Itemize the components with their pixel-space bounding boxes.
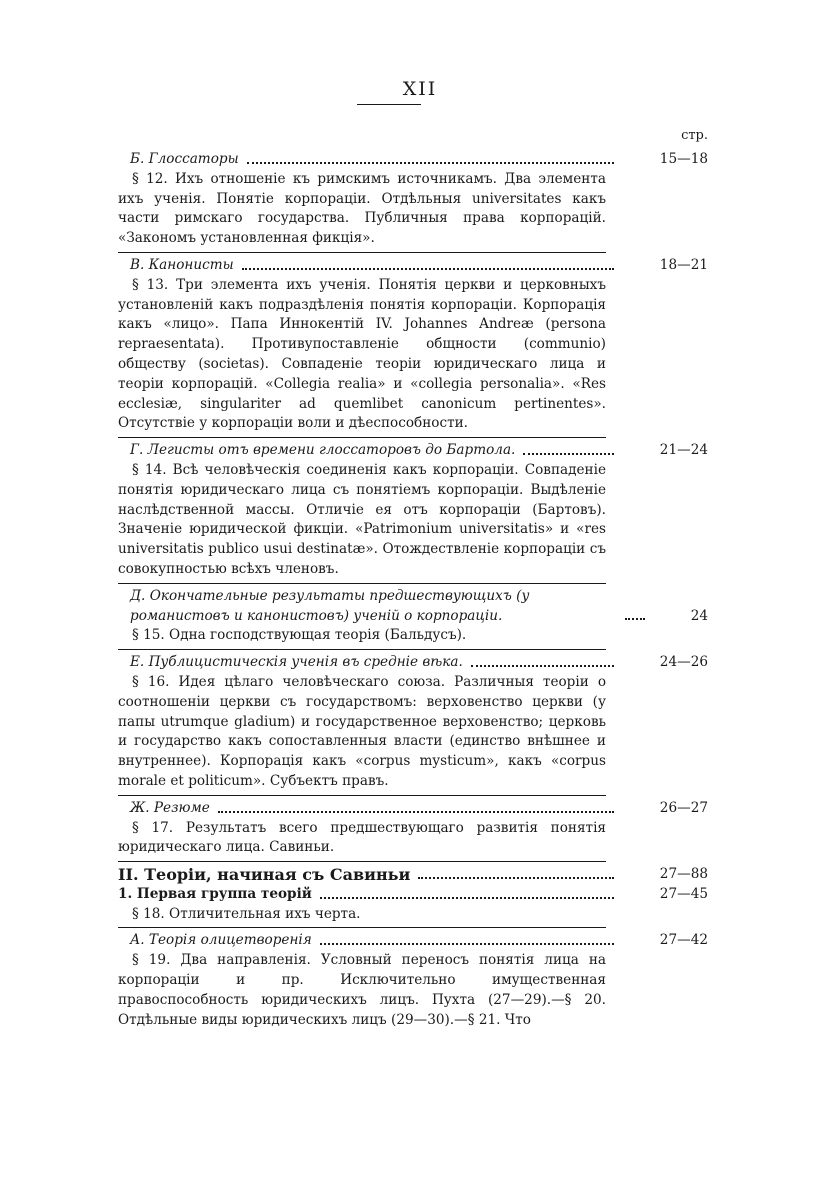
dot-leader	[625, 618, 645, 620]
dot-leader	[418, 877, 614, 879]
entry-pages: 24—26	[659, 654, 708, 671]
dot-leader	[242, 268, 614, 270]
dot-leader	[471, 665, 614, 667]
paragraph-17: § 17. Результатъ всего предшествующаго развитія понятія юридическаго лица. Савиньи.	[118, 819, 606, 856]
divider	[118, 649, 606, 650]
entry-title: Б. Глоссаторы	[130, 151, 239, 167]
toc-entry-final-results	[118, 587, 708, 627]
dot-leader	[247, 162, 614, 164]
divider	[118, 861, 606, 862]
section-title: II. Теоріи, начиная съ Савиньи	[118, 865, 411, 885]
toc-entry-personification	[118, 931, 708, 951]
column-header: стр.	[681, 128, 708, 143]
toc-group-1	[118, 885, 708, 905]
paragraph-15: § 15. Одна господствующая теорія (Бальдусъ).	[132, 627, 467, 644]
divider	[118, 583, 606, 584]
group-title: 1. Первая группа теорій	[118, 885, 312, 902]
entry-title: Д. Окончательные результаты предшествующихъ (у романистовъ и канонистовъ) ученій о корпораціи.	[130, 587, 530, 624]
paragraph-16: § 16. Идея цѣлаго человѣческаго союза. Различныя теоріи о соотношеніи церкви съ государствомъ: верховенство церкви (у папы utrumque gladium) и государственное верховенство; церковь и государство какъ сопоставленныя власти (единство внѣшнее и внутреннее). Корпорація какъ «corpus mysticum», какъ «corpus morale et politicum». Субъектъ правъ.	[118, 673, 606, 789]
toc-section-II	[118, 865, 708, 885]
dot-leader	[320, 897, 614, 899]
divider	[118, 252, 606, 253]
toc-entry-glossators	[118, 150, 708, 170]
page-number: XII	[402, 78, 438, 100]
entry-title: Е. Публицистическія ученія въ средніе вѣка.	[130, 654, 463, 671]
toc-entry-canonists	[118, 256, 708, 276]
divider	[118, 437, 606, 438]
entry-pages: 15—18	[659, 151, 708, 167]
entry-title: В. Канонисты	[130, 256, 234, 273]
entry-pages: 27—42	[659, 932, 708, 949]
toc-entry-summary	[118, 799, 708, 819]
entry-title: Ж. Резюме	[130, 799, 210, 816]
paragraph-12: § 12. Ихъ отношеніе къ римскимъ источникамъ. Два элемента ихъ ученія. Понятіе корпораціи. Отдѣльныя universitates какъ части римскаго государства. Публичныя права корпорацій. «Закономъ установленная фикція».	[118, 170, 606, 247]
entry-pages: 21—24	[659, 442, 708, 459]
paragraph-19: § 19. Два направленія. Условный переносъ понятія лица на корпораціи и пр. Исключительно имущественная правоспособность юридическихъ лицъ. Пухта (27—29).—§ 20. Отдѣльные виды юридическихъ лицъ (29—30).—§ 21. Что	[118, 952, 606, 1028]
table-of-contents	[118, 126, 708, 1033]
entry-pages: 27—88	[659, 866, 708, 883]
paragraph-13: § 13. Три элемента ихъ ученія. Понятія церкви и церковныхъ установленій какъ подраздѣленія понятія корпораціи. Корпорація какъ «лицо». Папа Иннокентій IV. Johannes Andreæ (persona repraesentata). Противупоставленіе общности (communio) обществу (societas). Совпаденіе теоріи юридическаго лица и теоріи корпорацій. «Collegia realia» и «collegia personalia». «Res ecclesiæ, singulariter ad quemlibet canonicum pertinentes». Отсутствіе у корпораціи воли и дѣеспособности.	[118, 276, 606, 432]
entry-pages: 27—45	[659, 885, 708, 902]
divider	[118, 927, 606, 928]
entry-title: А. Теорія олицетворенія	[130, 932, 312, 949]
entry-pages: 18—21	[659, 256, 708, 273]
paragraph-14: § 14. Всѣ человѣческія соединенія какъ корпораціи. Совпаденіе понятія юридическаго лица съ понятіемъ корпораціи. Выдѣленіе наслѣдственной массы. Отличіе ея отъ корпораціи (Бартовъ). Значеніе юридической фикціи. «Patrimonium universitatis» и «res universitatis publico usui destinatæ». Отождествленіе корпораціи съ совокупностью всѣхъ членовъ.	[118, 461, 606, 577]
dot-leader	[218, 811, 614, 813]
dot-leader	[523, 453, 614, 455]
entry-title: Г. Легисты отъ времени глоссаторовъ до Бартола.	[130, 442, 516, 459]
toc-entry-legists	[118, 441, 708, 461]
toc-entry-publicists	[118, 653, 708, 673]
header-rule	[357, 104, 421, 105]
entry-pages: 26—27	[659, 799, 708, 816]
paragraph-18: § 18. Отличительная ихъ черта.	[132, 905, 361, 922]
entry-pages: 24	[690, 607, 708, 624]
divider	[118, 795, 606, 796]
dot-leader	[320, 943, 614, 945]
